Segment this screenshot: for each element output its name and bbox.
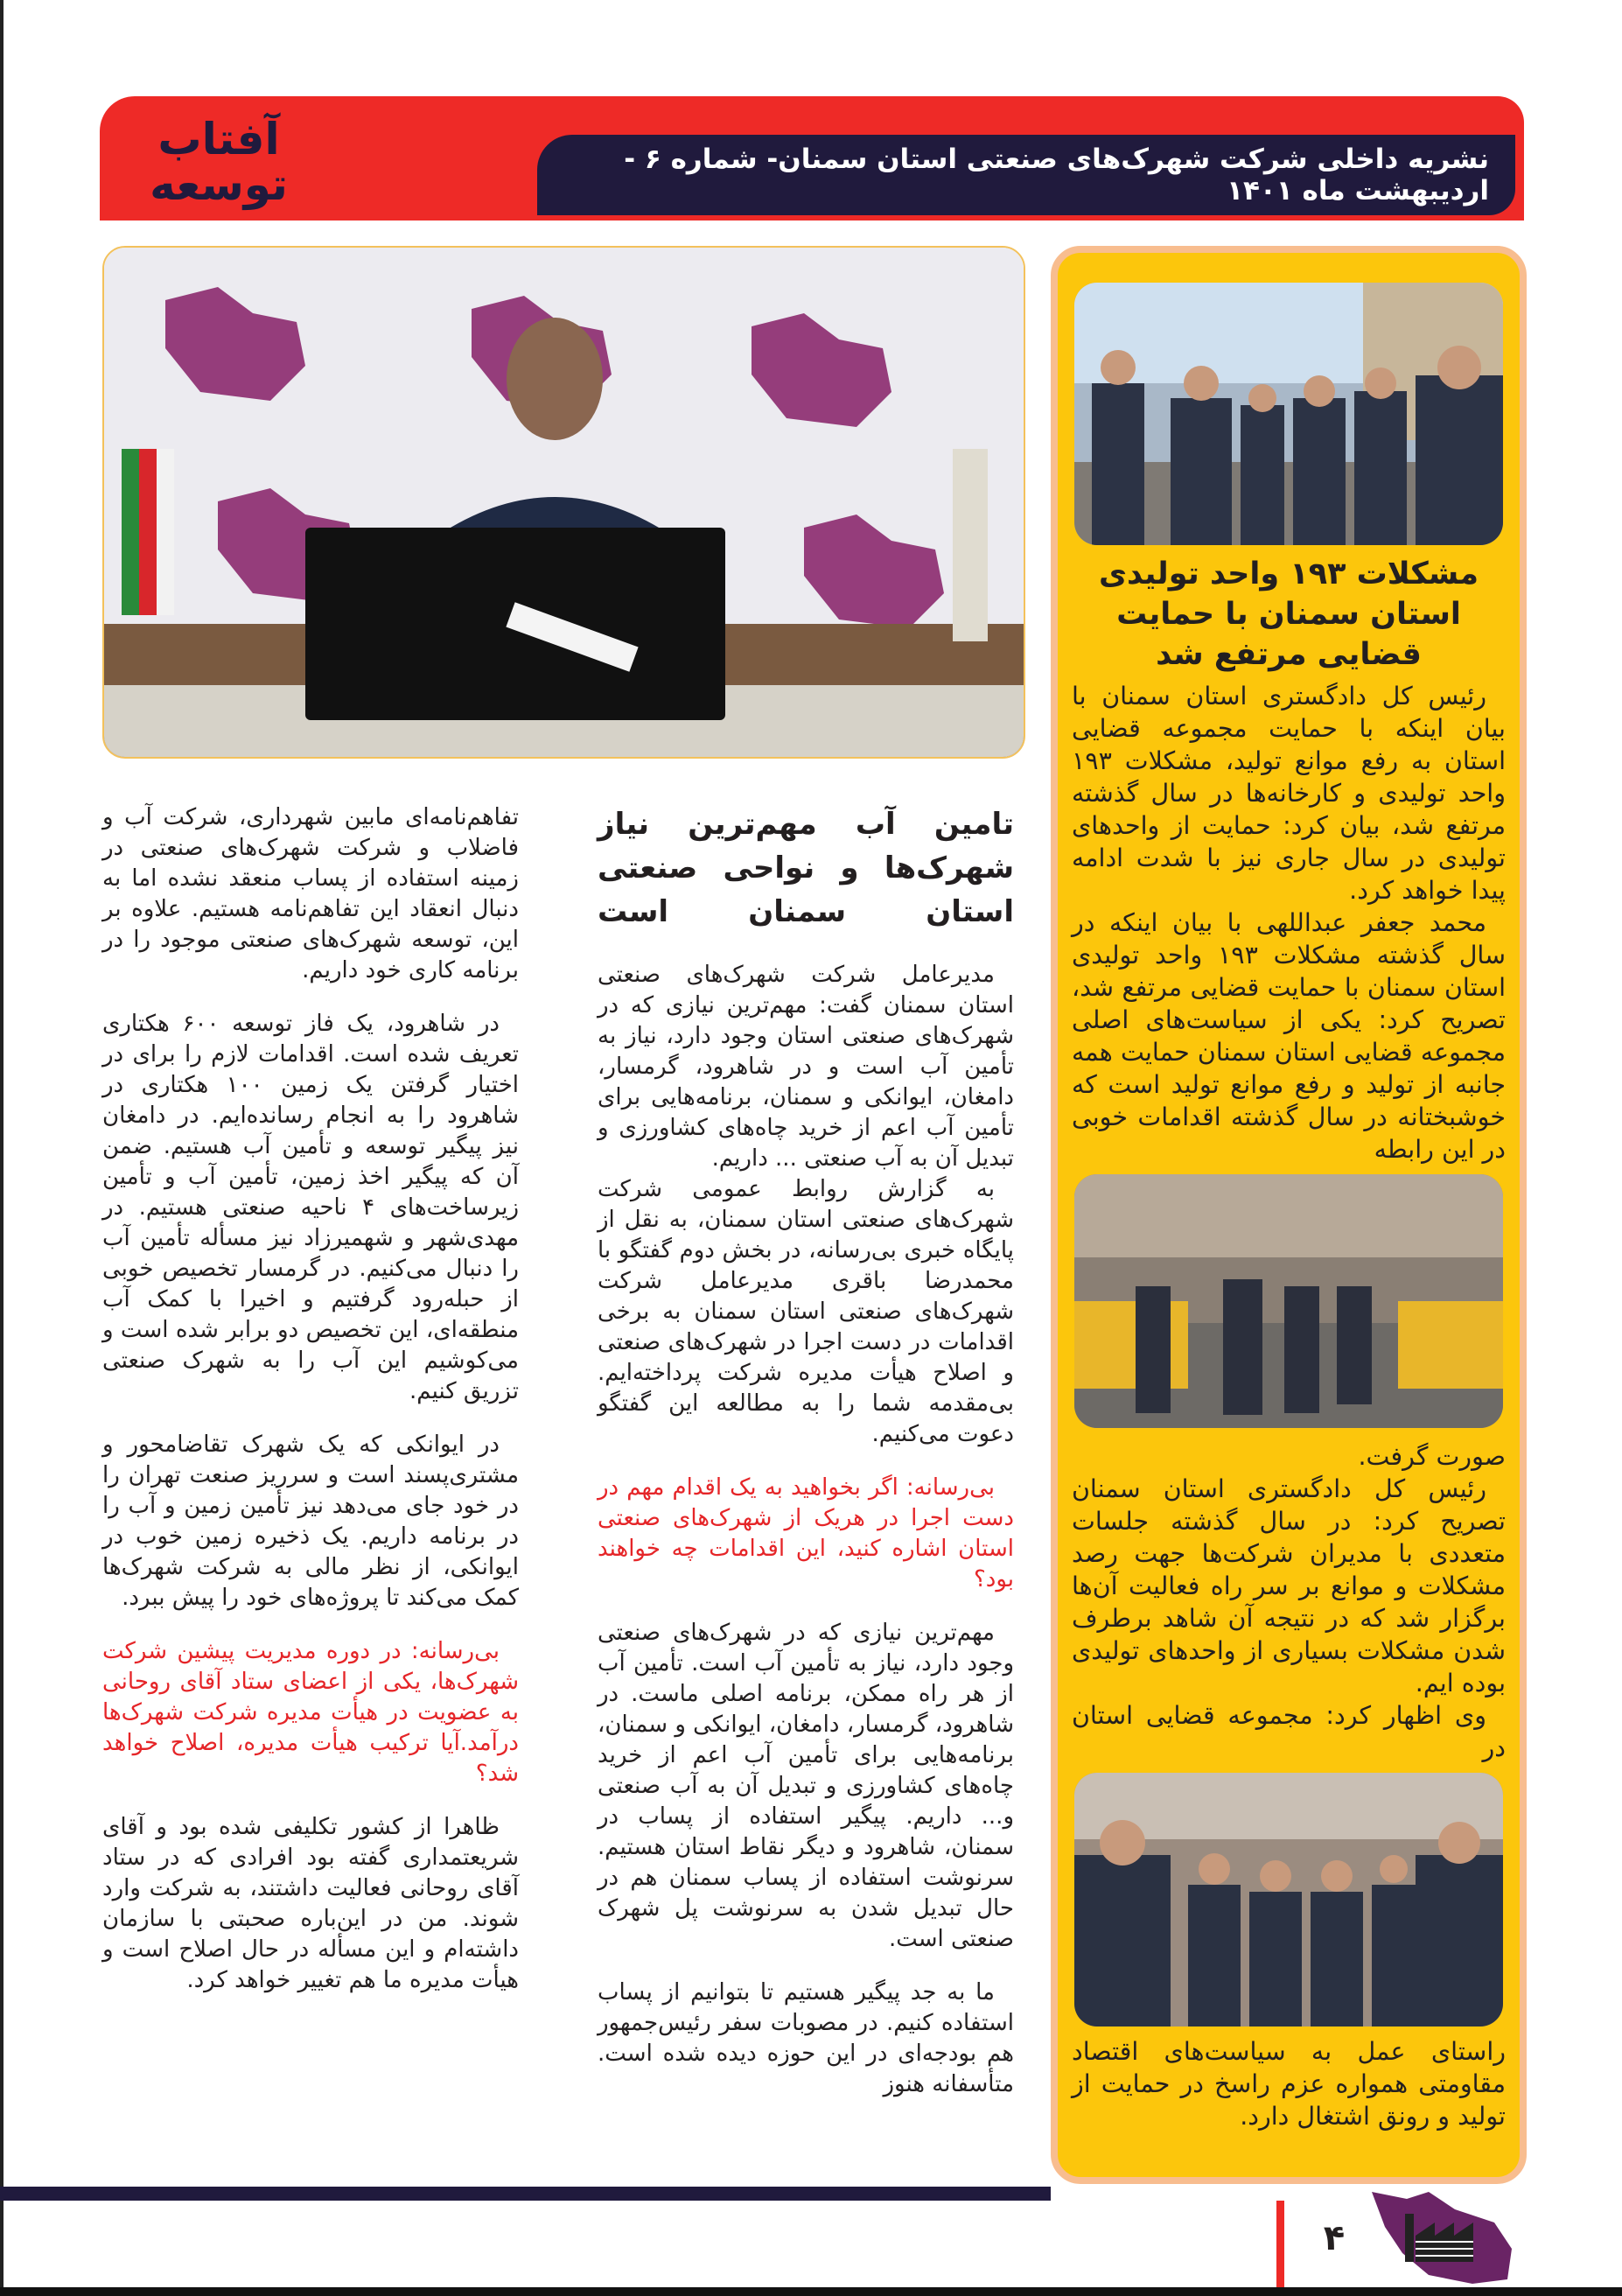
workshop-visit-image bbox=[1074, 1773, 1503, 2026]
article-paragraph: در شاهرود، یک فاز توسعه ۶۰۰ هکتاری تعریف شده است. اقدامات لازم را برای در اختیار گرفتن یک زمین ۱۰۰ هکتاری در شاهرود را به انجام رسانده‌ایم. در دامغان نیز پیگیر توسعه و تأمین آب هستیم. ضمن آن که پیگیر اخذ زمین، تأمین آب و تأمین زیرساخت‌های ۴ ناحیه صنعتی هستیم. در مهدی‌شهر و شهمیرزاد نیز مسأله تأمین آب را دنبال می‌کنیم. در گرمسار تخصیص خوبی از حبله‌رود گرفتیم و اخیرا با کمک آب منطقه‌ای، این تخصیص دو برابر شده است و می‌کوشیم این آب را به شهرک صنعتی تزریق کنیم. bbox=[102, 1011, 519, 1404]
masthead-title-box bbox=[537, 135, 1515, 215]
footer-divider bbox=[1276, 2201, 1284, 2287]
sidebar-text-block-2 bbox=[1072, 1440, 1506, 1764]
interview-photo-image bbox=[104, 248, 1024, 757]
factory-visit-photo bbox=[1074, 1174, 1503, 1428]
sidebar-headline: مشکلات ۱۹۳ واحد تولیدی استان سمنان با حمایت قضایی مرتفع شد bbox=[1098, 556, 1479, 672]
article-headline: تامین آب مهم‌ترین نیاز شهرک‌ها و نواحی صنعتی استان سمنان است bbox=[598, 807, 1014, 929]
sidebar-paragraph: وی اظهار کرد: مجموعه قضایی استان در bbox=[1072, 1701, 1506, 1762]
article-paragraph: در ایوانکی که یک شهرک تقاضامحور و مشتری‌پسند است و سرریز صنعت تهران را در خود جای می‌دهد نیز تأمین زمین و آب را در برنامه داریم. یک ذخیره زمین خوب در ایوانکی، از نظر مالی به شرکت شهرک‌ها کمک می‌کند تا پروژه‌های خود را پیش ببرد. bbox=[102, 1432, 519, 1611]
interview-question: بی‌رسانه: اگر بخواهید به یک اقدام مهم در دست اجرا در هریک از شهرک‌های صنعتی استان اشاره کنید، این اقدامات چه خواهند بود؟ bbox=[598, 1474, 1014, 1592]
sidebar-paragraph: رئیس کل دادگستری استان سمنان با بیان اینکه با حمایت مجموعه قضایی استان به رفع موانع تولید، مشکلات ۱۹۳ واحد تولیدی و کارخانه‌ها در سال گذشته مرتفع شد، بیان کرد: حمایت از واحدهای تولیدی در سال جاری نیز با شدت ادامه پیدا خواهد کرد. bbox=[1072, 682, 1506, 905]
sidebar-text-block-1 bbox=[1072, 680, 1506, 1166]
sidebar-news-box bbox=[1051, 246, 1527, 2184]
logo-line-1: آفتاب bbox=[157, 114, 280, 164]
logo-line-2: توسعه bbox=[150, 159, 288, 210]
article-paragraph: ظاهرا از کشور تکلیفی شده بود و آقای شریعتمداری گفته بود افرادی که در ستاد آقای روحانی فعالیت داشتند، به شرکت وارد شوند. من در این‌باره صحبتی با سازمان داشته‌ام و این مسأله در حال اصلاح است و هیأت مدیره ما هم تغییر خواهد کرد. bbox=[102, 1814, 519, 1993]
sidebar-paragraph: راستای عمل به سیاست‌های اقتصاد مقاومتی همواره عزم راسخ در حمایت از تولید و رونق اشتغال دارد. bbox=[1072, 2037, 1506, 2131]
page-bottom-edge bbox=[0, 2287, 1622, 2296]
officials-meeting-image bbox=[1074, 283, 1503, 545]
page-edge bbox=[0, 0, 3, 2296]
footer-bar bbox=[0, 2187, 1051, 2201]
sidebar-paragraph: محمد جعفر عبداللهی با بیان اینکه در سال گذشته مشکلات ۱۹۳ واحد تولیدی استان سمنان با حمایت قضایی مرتفع شد، تصریح کرد: یکی از سیاست‌های اصلی مجموعه قضایی استان سمنان حمایت همه جانبه از تولید و رفع موانع تولید است که خوشبختانه در سال گذشته اقدامات خوبی در این رابطه bbox=[1072, 908, 1506, 1164]
newsletter-logo bbox=[122, 114, 315, 210]
interview-question: بی‌رسانه: در دوره مدیریت پیشین شرکت شهرک‌ها، یکی از اعضای ستاد آقای روحانی به عضویت در هیأت مدیره شرکت شهرک‌ها درآمد.آیا ترکیب هیأت مدیره، اصلاح خواهد شد؟ bbox=[102, 1638, 519, 1787]
article-column-middle bbox=[598, 802, 1014, 2123]
page-number: ۴ bbox=[1323, 2218, 1346, 2258]
sidebar-paragraph: صورت گرفت. bbox=[1358, 1442, 1506, 1471]
article-paragraph: تفاهم‌نامه‌ای مابین شهرداری، شرکت آب و فاضلاب و شرکت شهرک‌های صنعتی در زمینه استفاده از پساب منعقد نشده اما به دنبال انعقاد این تفاهم‌نامه هستیم. علاوه بر این، توسعه شهرک‌های صنعتی موجود را در برنامه کاری خود داریم. bbox=[102, 804, 519, 984]
industrial-estates-logo-icon bbox=[1363, 2188, 1521, 2288]
article-paragraph: به گزارش روابط عمومی شرکت شهرک‌های صنعتی استان سمنان، به نقل از پایگاه خبری بی‌رسانه، در بخش دوم گفتگو با محمدرضا باقری مدیرعامل شرکت شهرک‌های صنعتی استان سمنان به برخی اقدامات در دست اجرا در شهرک‌های صنعتی و اصلاح هیأت مدیره شرکت پرداخته‌ایم. بی‌مقدمه شما را به مطالعه این گفتگو دعوت می‌کنیم. bbox=[598, 1176, 1014, 1447]
officials-meeting-photo bbox=[1074, 283, 1503, 545]
masthead-title: نشریه داخلی شرکت شهرک‌های صنعتی استان سمنان- شماره ۶ - اردیبهشت ماه ۱۴۰۱ bbox=[624, 144, 1489, 206]
article-column-left bbox=[102, 802, 519, 2019]
article-paragraph: مهم‌ترین نیازی که در شهرک‌های صنعتی وجود دارد، نیاز به تأمین آب است. تأمین آب از هر راه ممکن، برنامه اصلی ماست. در شاهرود، گرمسار، دامغان، ایوانکی و سمنان، برنامه‌هایی برای تأمین آب اعم از خرید چاه‌های کشاورزی و تبدیل آن به آب صنعتی و... داریم. پیگیر استفاده از پساب در سمنان، شاهرود و دیگر نقاط استان هستیم. سرنوشت استفاده از پساب سمنان هم در حال تبدیل شدن به سرنوشت پل شهرک صنعتی است. bbox=[597, 1620, 1014, 1952]
interview-photo bbox=[102, 246, 1025, 759]
sidebar-paragraph: رئیس کل دادگستری استان سمنان تصریح کرد: در سال گذشته جلسات متعددی با مدیران شرکت‌ها جهت رصد مشکلات و موانع بر سر راه فعالیت آن‌ها برگزار شد که در نتیجه آن شاهد برطرف شدن مشکلات بسیاری از واحدهای تولیدی بوده ایم. bbox=[1072, 1474, 1506, 1698]
factory-visit-image bbox=[1074, 1174, 1503, 1428]
article-paragraph: ما به جد پیگیر هستیم تا بتوانیم از پساب استفاده کنیم. در مصوبات سفر رئیس‌جمهور هم بودجه‌ای در این حوزه دیده شده است. متأسفانه هنوز bbox=[598, 1979, 1014, 2097]
workshop-visit-photo bbox=[1074, 1773, 1503, 2026]
article-paragraph: مدیرعامل شرکت شهرک‌های صنعتی استان سمنان گفت: مهم‌ترین نیازی که در شهرک‌های صنعتی استان وجود دارد، نیاز به تأمین آب است و در شاهرود، گرمسار، دامغان، ایوانکی و سمنان، برنامه‌هایی برای تأمین آب اعم از خرید چاه‌های کشاورزی و تبدیل آن به آب صنعتی ... داریم. bbox=[598, 962, 1014, 1172]
sidebar-text-block-3 bbox=[1072, 2035, 1506, 2132]
